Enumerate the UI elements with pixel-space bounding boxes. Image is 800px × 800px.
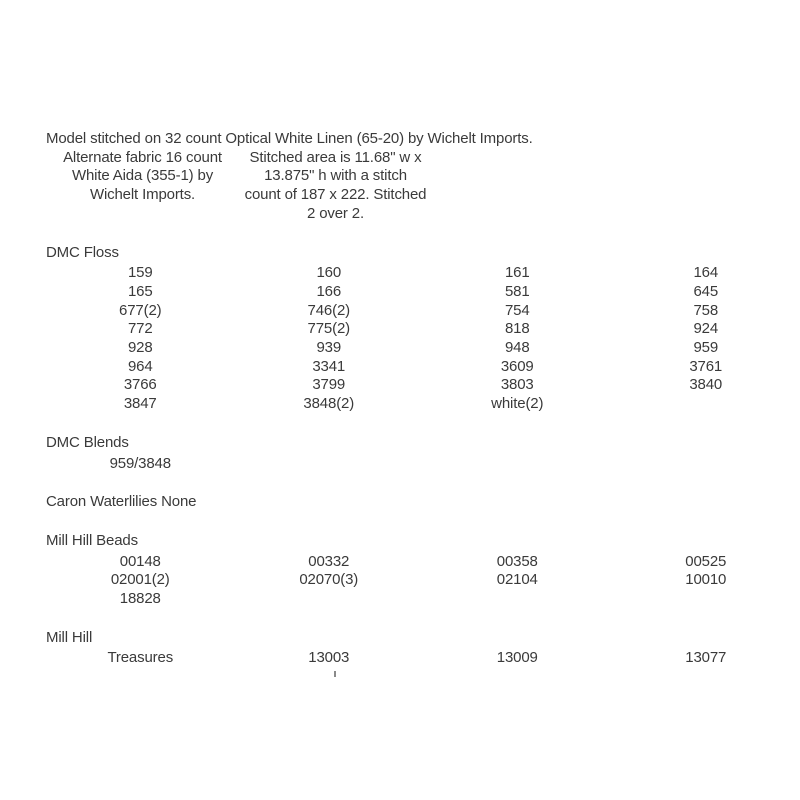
- table-cell: 00525: [685, 552, 727, 570]
- table-cell: 928: [127, 339, 153, 357]
- table-cell: 02001(2): [110, 571, 170, 589]
- stitch-info-line: Stitched area is 11.68" w x: [249, 148, 422, 166]
- table-cell: 775(2): [307, 320, 350, 338]
- table-cell: 772: [127, 320, 153, 338]
- dmc-floss-table: [46, 264, 800, 414]
- table-cell: 160: [316, 264, 342, 282]
- table-cell: 02104: [496, 571, 538, 589]
- table-cell: 818: [504, 320, 530, 338]
- table-row: [46, 455, 800, 474]
- table-cell: [612, 455, 800, 474]
- table-cell: 18828: [119, 590, 161, 608]
- table-cell: [235, 590, 424, 609]
- table-row: [46, 649, 800, 668]
- table-cell: 3341: [312, 357, 346, 375]
- table-cell: 754: [504, 301, 530, 319]
- table-cell: 00358: [496, 552, 538, 570]
- table-cell: 13077: [685, 649, 727, 667]
- stitch-info-line: 13.875" h with a stitch: [264, 167, 407, 185]
- table-cell: 3761: [689, 357, 723, 375]
- table-row: [46, 358, 800, 377]
- table-row: [46, 571, 800, 590]
- table-cell: [423, 455, 612, 474]
- section-caron-waterlilies: [46, 493, 800, 512]
- section-dmc-blends: [46, 434, 800, 473]
- section-label-mill-hill-beads: Mill Hill Beads: [46, 531, 138, 549]
- table-cell: 758: [693, 301, 719, 319]
- table-cell: 677(2): [119, 301, 162, 319]
- table-cell: [235, 455, 424, 474]
- section-mill-hill-treasures: [46, 629, 800, 668]
- section-label-mill-hill: Mill Hill: [46, 628, 93, 646]
- table-cell: [423, 590, 612, 609]
- cropped-character-artifact: [334, 671, 336, 677]
- fabric-note-line: Wichelt Imports.: [89, 186, 196, 204]
- table-cell: 00332: [308, 552, 350, 570]
- table-cell: 3848(2): [303, 395, 355, 413]
- table-cell: [612, 395, 800, 414]
- table-row: [46, 320, 800, 339]
- table-row: [46, 590, 800, 609]
- table-cell: 581: [504, 282, 530, 300]
- stitch-info-line: 2 over 2.: [306, 204, 365, 222]
- fabric-note-line: White Aida (355-1) by: [71, 167, 214, 185]
- dmc-blends-table: [46, 455, 800, 474]
- table-row: [46, 553, 800, 572]
- mill-hill-beads-table: [46, 553, 800, 609]
- table-row: [46, 264, 800, 283]
- table-cell: 959/3848: [109, 454, 171, 472]
- table-cell: 3840: [689, 376, 723, 394]
- table-cell: 645: [693, 282, 719, 300]
- table-cell: Treasures: [107, 649, 174, 667]
- table-cell: 3799: [312, 376, 346, 394]
- stitch-info-line: count of 187 x 222. Stitched: [244, 186, 427, 204]
- table-cell: 3847: [123, 395, 157, 413]
- table-cell: 13003: [308, 649, 350, 667]
- table-cell: 10010: [685, 571, 727, 589]
- table-row: [46, 395, 800, 414]
- table-cell: 164: [693, 264, 719, 282]
- table-cell: 939: [316, 339, 342, 357]
- stitched-area-block: [239, 149, 432, 224]
- table-cell: 746(2): [307, 301, 350, 319]
- model-stitched-line: Model stitched on 32 count Optical White Linen (65-20) by Wichelt Imports.: [46, 130, 533, 147]
- fabric-info-row: [46, 149, 800, 224]
- section-label-dmc-floss: DMC Floss: [46, 243, 119, 261]
- fabric-note-line: Alternate fabric 16 count: [63, 148, 222, 166]
- table-cell: 13009: [496, 649, 538, 667]
- table-row: [46, 339, 800, 358]
- table-cell: 166: [316, 282, 342, 300]
- table-cell: 161: [504, 264, 530, 282]
- table-cell: 00148: [119, 552, 161, 570]
- section-label-dmc-blends: DMC Blends: [46, 433, 129, 451]
- section-mill-hill-beads: [46, 532, 800, 609]
- table-cell: white(2): [491, 395, 544, 413]
- table-cell: 3766: [123, 376, 157, 394]
- table-cell: 159: [127, 264, 153, 282]
- table-row: [46, 283, 800, 302]
- table-cell: 3803: [500, 376, 534, 394]
- mill-hill-treasures-table: [46, 649, 800, 668]
- table-row: [46, 376, 800, 395]
- table-cell: 165: [127, 282, 153, 300]
- table-row: [46, 302, 800, 321]
- section-label-caron-waterlilies: Caron Waterlilies None: [46, 493, 197, 511]
- table-cell: 948: [504, 339, 530, 357]
- table-cell: 964: [127, 357, 153, 375]
- table-cell: [612, 590, 800, 609]
- table-cell: 924: [693, 320, 719, 338]
- table-cell: 02070(3): [299, 571, 359, 589]
- alternate-fabric-block: [46, 149, 239, 224]
- table-cell: 3609: [500, 357, 534, 375]
- section-dmc-floss: [46, 244, 800, 414]
- table-cell: 959: [693, 339, 719, 357]
